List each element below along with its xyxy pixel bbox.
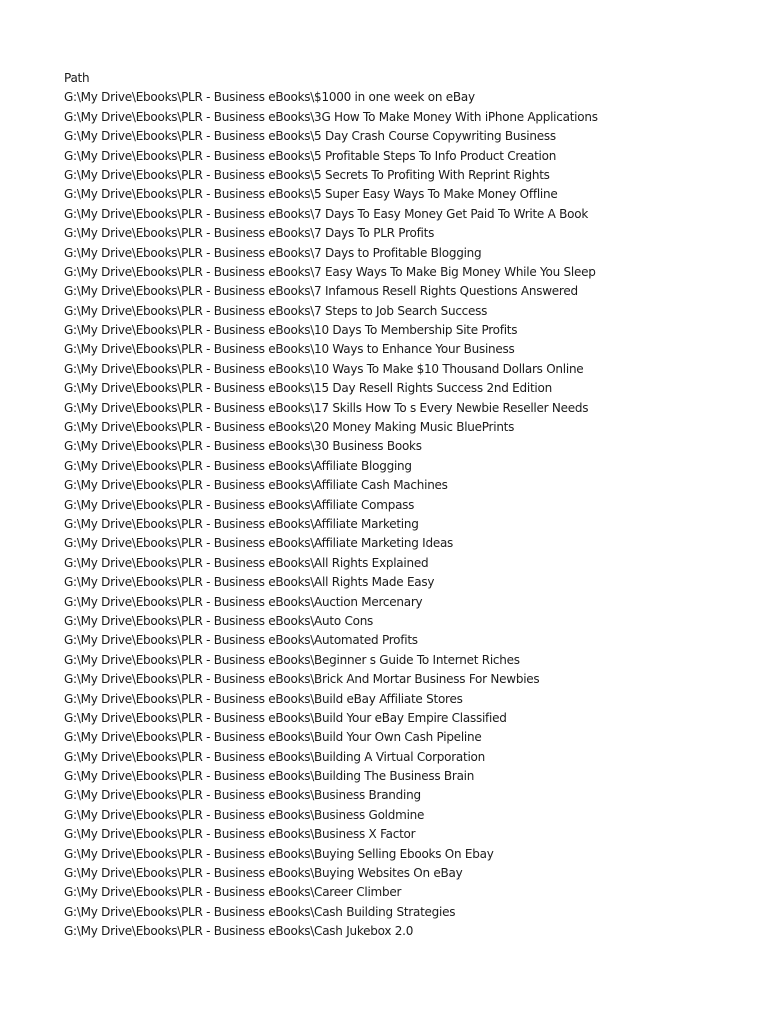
path-row: G:\My Drive\Ebooks\PLR - Business eBooks\Building The Business Brain bbox=[64, 769, 475, 784]
path-row: G:\My Drive\Ebooks\PLR - Business eBooks\5 Profitable Steps To Info Product Creation bbox=[64, 148, 557, 163]
path-row: G:\My Drive\Ebooks\PLR - Business eBooks\10 Days To Membership Site Profits bbox=[64, 323, 518, 338]
path-row: G:\My Drive\Ebooks\PLR - Business eBooks\15 Day Resell Rights Success 2nd Edition bbox=[64, 381, 552, 396]
path-row: G:\My Drive\Ebooks\PLR - Business eBooks\Affiliate Marketing Ideas bbox=[64, 536, 454, 551]
path-row: G:\My Drive\Ebooks\PLR - Business eBooks\30 Business Books bbox=[64, 439, 422, 454]
path-row: G:\My Drive\Ebooks\PLR - Business eBooks\Build Your Own Cash Pipeline bbox=[64, 730, 482, 745]
path-row: G:\My Drive\Ebooks\PLR - Business eBooks\Business Goldmine bbox=[64, 807, 425, 822]
path-row: G:\My Drive\Ebooks\PLR - Business eBooks\Beginner s Guide To Internet Riches bbox=[64, 652, 520, 667]
path-row: G:\My Drive\Ebooks\PLR - Business eBooks\Affiliate Compass bbox=[64, 497, 415, 512]
path-row: G:\My Drive\Ebooks\PLR - Business eBooks\Affiliate Blogging bbox=[64, 458, 412, 473]
path-row: G:\My Drive\Ebooks\PLR - Business eBooks\$1000 in one week on eBay bbox=[64, 90, 475, 105]
path-row: G:\My Drive\Ebooks\PLR - Business eBooks\10 Ways to Enhance Your Business bbox=[64, 342, 515, 357]
path-rows bbox=[64, 88, 754, 941]
path-row: G:\My Drive\Ebooks\PLR - Business eBooks\Build eBay Affiliate Stores bbox=[64, 691, 463, 706]
path-row: G:\My Drive\Ebooks\PLR - Business eBooks\Business Branding bbox=[64, 788, 421, 803]
path-row: G:\My Drive\Ebooks\PLR - Business eBooks\Affiliate Marketing bbox=[64, 516, 419, 531]
path-row: G:\My Drive\Ebooks\PLR - Business eBooks\3G How To Make Money With iPhone Applications bbox=[64, 109, 598, 124]
path-row: G:\My Drive\Ebooks\PLR - Business eBooks\Brick And Mortar Business For Newbies bbox=[64, 672, 540, 687]
path-row: G:\My Drive\Ebooks\PLR - Business eBooks\Career Climber bbox=[64, 885, 402, 900]
path-row: G:\My Drive\Ebooks\PLR - Business eBooks\Auction Mercenary bbox=[64, 594, 423, 609]
path-row: G:\My Drive\Ebooks\PLR - Business eBooks\5 Super Easy Ways To Make Money Offline bbox=[64, 187, 558, 202]
path-row: G:\My Drive\Ebooks\PLR - Business eBooks\Build Your eBay Empire Classified bbox=[64, 710, 507, 725]
path-row: G:\My Drive\Ebooks\PLR - Business eBooks\7 Days To PLR Profits bbox=[64, 226, 435, 241]
path-row: G:\My Drive\Ebooks\PLR - Business eBooks\Affiliate Cash Machines bbox=[64, 478, 448, 493]
path-row: G:\My Drive\Ebooks\PLR - Business eBooks\Buying Websites On eBay bbox=[64, 866, 463, 881]
path-row: G:\My Drive\Ebooks\PLR - Business eBooks\7 Easy Ways To Make Big Money While You Sleep bbox=[64, 264, 596, 279]
path-row: G:\My Drive\Ebooks\PLR - Business eBooks\Building A Virtual Corporation bbox=[64, 749, 485, 764]
path-list bbox=[64, 69, 754, 942]
path-row: G:\My Drive\Ebooks\PLR - Business eBooks\Business X Factor bbox=[64, 827, 416, 842]
path-row: G:\My Drive\Ebooks\PLR - Business eBooks\17 Skills How To s Every Newbie Reseller Needs bbox=[64, 400, 589, 415]
path-row: G:\My Drive\Ebooks\PLR - Business eBooks\7 Infamous Resell Rights Questions Answered bbox=[64, 284, 578, 299]
path-row: G:\My Drive\Ebooks\PLR - Business eBooks\Cash Jukebox 2.0 bbox=[64, 924, 414, 939]
path-row: G:\My Drive\Ebooks\PLR - Business eBooks\10 Ways To Make $10 Thousand Dollars Online bbox=[64, 361, 584, 376]
path-row: G:\My Drive\Ebooks\PLR - Business eBooks\5 Day Crash Course Copywriting Business bbox=[64, 129, 556, 144]
path-row: G:\My Drive\Ebooks\PLR - Business eBooks\20 Money Making Music BluePrints bbox=[64, 420, 515, 435]
path-row: G:\My Drive\Ebooks\PLR - Business eBooks\7 Steps to Job Search Success bbox=[64, 303, 488, 318]
path-row: G:\My Drive\Ebooks\PLR - Business eBooks\All Rights Explained bbox=[64, 555, 429, 570]
path-row: G:\My Drive\Ebooks\PLR - Business eBooks\7 Days to Profitable Blogging bbox=[64, 245, 482, 260]
path-row: G:\My Drive\Ebooks\PLR - Business eBooks\Auto Cons bbox=[64, 613, 374, 628]
path-row: G:\My Drive\Ebooks\PLR - Business eBooks\Buying Selling Ebooks On Ebay bbox=[64, 846, 494, 861]
column-header: Path bbox=[64, 71, 90, 85]
path-row: G:\My Drive\Ebooks\PLR - Business eBooks\7 Days To Easy Money Get Paid To Write A Book bbox=[64, 206, 589, 221]
path-row: G:\My Drive\Ebooks\PLR - Business eBooks\Automated Profits bbox=[64, 633, 418, 648]
path-row: G:\My Drive\Ebooks\PLR - Business eBooks\Cash Building Strategies bbox=[64, 904, 456, 919]
path-row: G:\My Drive\Ebooks\PLR - Business eBooks\5 Secrets To Profiting With Reprint Rights bbox=[64, 167, 550, 182]
path-row: G:\My Drive\Ebooks\PLR - Business eBooks\All Rights Made Easy bbox=[64, 575, 435, 590]
